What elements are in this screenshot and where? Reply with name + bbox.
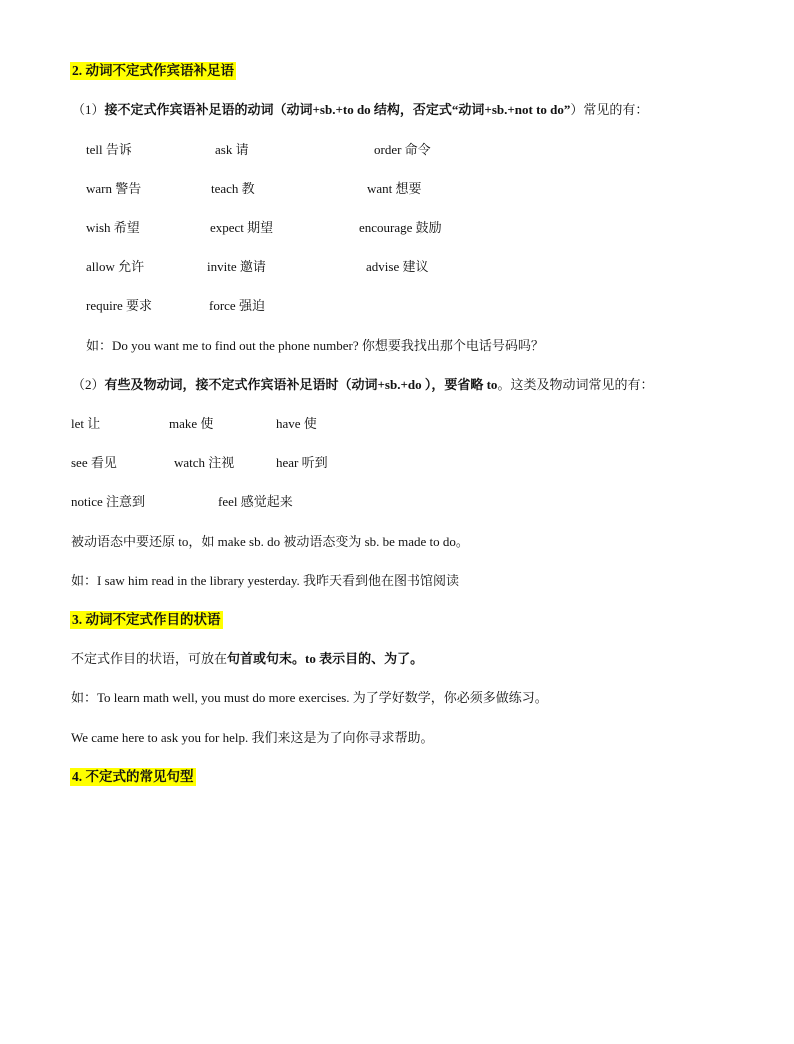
- example-sentence-3: 如：To learn math well, you must do more exercises. 为了学好数学，你必须多做练习。: [71, 690, 548, 705]
- verb-item: make 使: [169, 416, 214, 431]
- subheading-1: [72, 101, 648, 119]
- subheading-1-bold: 接不定式作宾语补足语的动词（动词+sb.+to do 结构，否定式“动词+sb.+not to do”: [104, 102, 571, 117]
- verb-item: expect 期望: [210, 220, 274, 235]
- subheading-2-prefix: （2）: [72, 377, 105, 392]
- example-sentence-4: We came here to ask you for help. 我们来这是为了向你寻求帮助。: [71, 730, 434, 745]
- verb-item: watch 注视: [174, 455, 235, 470]
- verb-item: invite 邀请: [207, 259, 266, 274]
- subheading-2: [72, 376, 653, 394]
- verb-item: hear 听到: [276, 455, 328, 470]
- section-3-heading: 3. 动词不定式作目的状语: [72, 612, 221, 627]
- verb-item: teach 教: [211, 181, 255, 196]
- example-sentence-1: 如：Do you want me to find out the phone number? 你想要我找出那个电话号码吗？: [86, 338, 544, 353]
- subheading-1-suffix: ）常见的有：: [570, 102, 649, 117]
- verb-item: allow 允许: [86, 259, 145, 274]
- section-2-heading: 2. 动词不定式作宾语补足语: [72, 63, 234, 78]
- section-3-intro-plain: 不定式作目的状语，可放在: [71, 651, 228, 666]
- verb-item: notice 注意到: [71, 494, 146, 509]
- verb-item: warn 警告: [86, 181, 142, 196]
- verb-item: tell 告诉: [86, 142, 132, 157]
- passive-voice-note: 被动语态中要还原 to，如 make sb. do 被动语态变为 sb. be made to do。: [71, 534, 469, 549]
- verb-item: order 命令: [374, 142, 431, 157]
- verb-item: wish 希望: [86, 220, 140, 235]
- verb-item: let 让: [71, 416, 101, 431]
- section-4-heading: 4. 不定式的常见句型: [72, 769, 194, 784]
- verb-item: ask 请: [215, 142, 249, 157]
- verb-item: want 想要: [367, 181, 422, 196]
- subheading-2-bold: 有些及物动词，接不定式作宾语补足语时（动词+sb.+do ），要省略 to: [104, 377, 498, 392]
- verb-item: feel 感觉起来: [218, 494, 293, 509]
- verb-item: require 要求: [86, 298, 153, 313]
- subheading-2-suffix: 。这类及物动词常见的有：: [497, 377, 654, 392]
- example-sentence-2: 如：I saw him read in the library yesterday. 我昨天看到他在图书馆阅读: [71, 573, 460, 588]
- verb-item: encourage 鼓励: [359, 220, 442, 235]
- verb-item: have 使: [276, 416, 317, 431]
- subheading-1-prefix: （1）: [72, 102, 105, 117]
- section-3-intro: [71, 650, 423, 668]
- verb-item: see 看见: [71, 455, 117, 470]
- section-3-intro-bold: 句首或句末。to 表示目的、为了。: [227, 651, 424, 666]
- verb-item: force 强迫: [209, 298, 265, 313]
- verb-item: advise 建议: [366, 259, 429, 274]
